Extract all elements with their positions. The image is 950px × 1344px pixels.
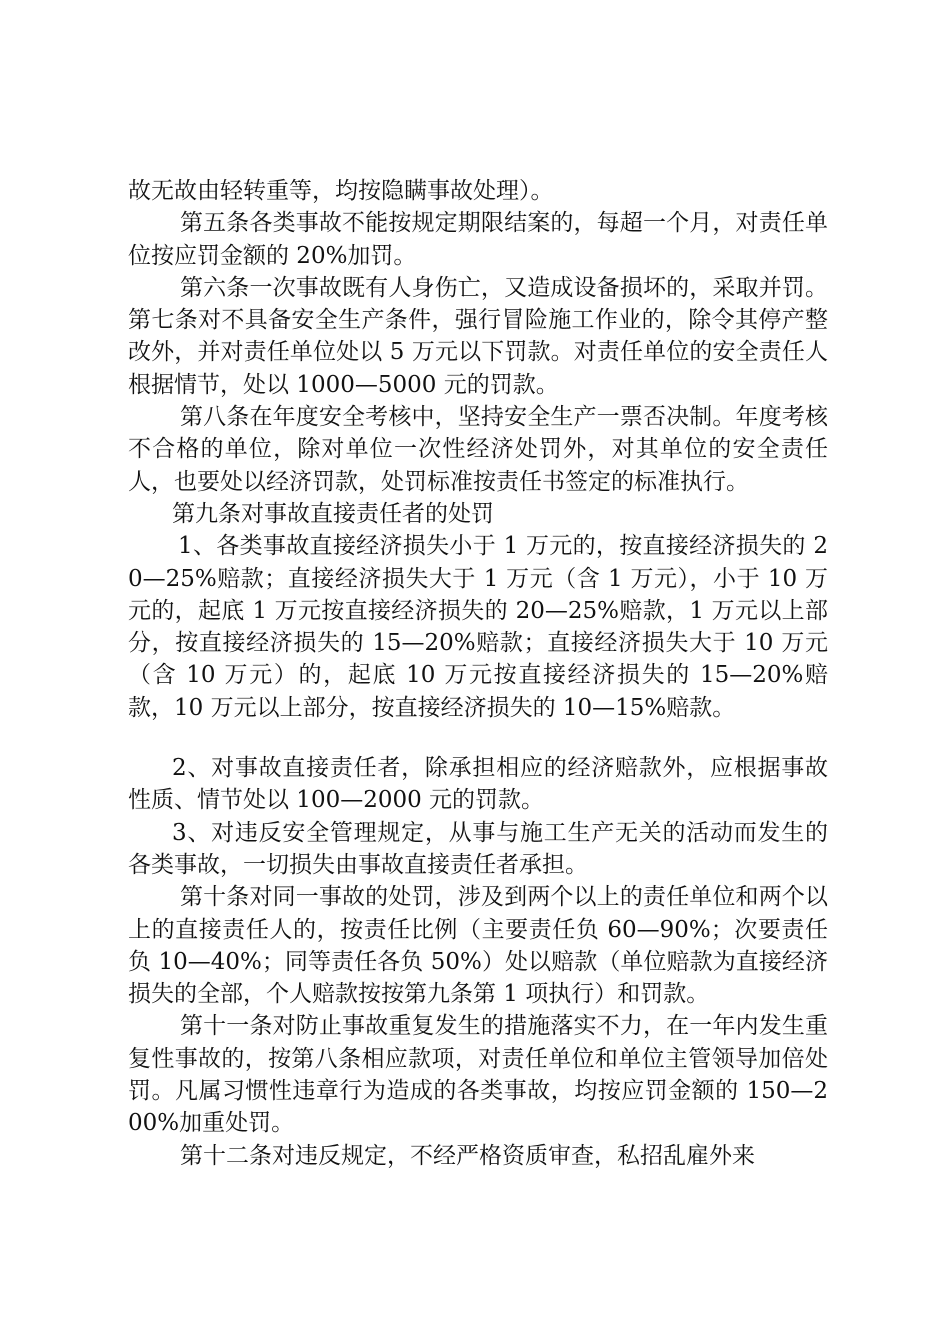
paragraph-continuation: 故无故由轻转重等，均按隐瞒事故处理）。 [128, 178, 554, 204]
article-9-item-3: 3、对违反安全管理规定，从事与施工生产无关的活动而发生的各类事故，一切损失由事故直接责任者承担。 [128, 819, 828, 878]
article-8-paragraph: 第八条在年度安全考核中，坚持安全生产一票否决制。年度考核不合格的单位，除对单位一次性经济处罚外，对其单位的安全责任人，也要处以经济罚款，处罚标准按责任书签定的标准执行。 [128, 404, 828, 495]
article-12-paragraph: 第十二条对违反规定，不经严格资质审查，私招乱雇外来 [180, 1142, 755, 1169]
document-body [128, 175, 828, 1172]
article-9-item-2: 2、对事故直接责任者，除承担相应的经济赔款外，应根据事故性质、情节处以 100—2000 元的罚款。 [128, 755, 828, 814]
article-10-paragraph: 第十条对同一事故的处罚，涉及到两个以上的责任单位和两个以上的直接责任人的，按责任比例（主要责任负 60—90%；次要责任负 10—40%；同等责任各负 50%）处以赔款（单位赔款为直接经济损失的全部，个人赔款按按第九条第 1 项执行）和罚款。 [128, 884, 828, 1008]
article-9-heading: 第九条对事故直接责任者的处罚 [172, 500, 494, 527]
article-11-paragraph: 第十一条对防止事故重复发生的措施落实不力，在一年内发生重复性事故的，按第八条相应款项，对责任单位和单位主管领导加倍处罚。凡属习惯性违章行为造成的各类事故，均按应罚金额的 150—200%加重处罚。 [128, 1013, 828, 1137]
article-6-7-paragraph: 第六条一次事故既有人身伤亡，又造成设备损坏的，采取并罚。第七条对不具备安全生产条件，强行冒险施工作业的，除令其停产整改外，并对责任单位处以 5 万元以下罚款。对责任单位的安全责任人根据情节，处以 1000—5000 元的罚款。 [128, 274, 828, 398]
article-9-item-1: 1、各类事故直接经济损失小于 1 万元的，按直接经济损失的 20—25%赔款；直接经济损失大于 1 万元（含 1 万元），小于 10 万元的，起底 1 万元按直接经济损失的 20—25%赔款，1 万元以上部分，按直接经济损失的 15—20%赔款；直接经济损失大于 10 万元（含 10 万元）的，起底 10 万元按直接经济损失的 15—20%赔款，10 万元以上部分，按直接经济损失的 10—15%赔款。 [128, 533, 828, 721]
article-5-paragraph: 第五条各类事故不能按规定期限结案的，每超一个月，对责任单位按应罚金额的 20%加罚。 [128, 210, 828, 269]
